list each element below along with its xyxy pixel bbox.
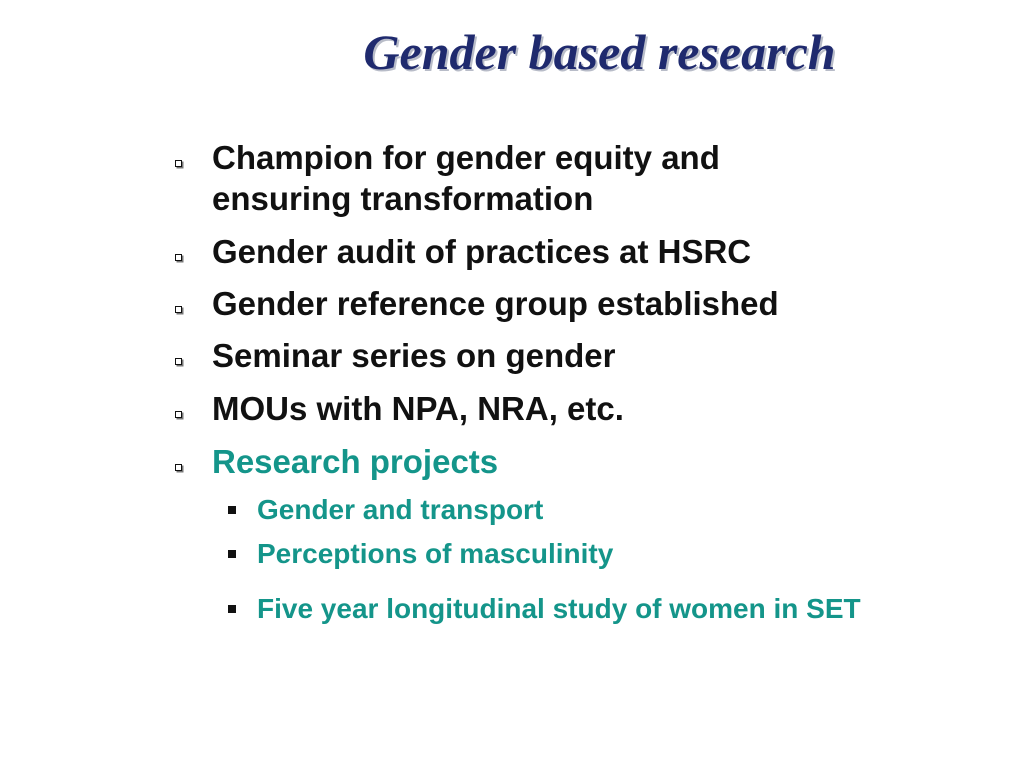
- hollow-square-bullet-icon: [175, 306, 182, 313]
- hollow-square-bullet-icon: [175, 358, 182, 365]
- hollow-square-bullet-icon: [175, 160, 182, 167]
- bullet-text: Gender reference group established: [212, 285, 779, 322]
- hollow-square-bullet-icon: [175, 411, 182, 418]
- filled-square-bullet-icon: [228, 605, 236, 613]
- bullet-text: Research projects: [212, 443, 499, 480]
- bullet-text: Gender audit of practices at HSRC: [212, 233, 752, 270]
- bullet-text: MOUs with NPA, NRA, etc.: [212, 390, 624, 427]
- sub-bullet-text: Gender and transport: [257, 494, 544, 525]
- slide-title: Gender based research: [363, 24, 836, 80]
- filled-square-bullet-icon: [228, 550, 236, 558]
- filled-square-bullet-icon: [228, 506, 236, 514]
- bullet-text-line: ensuring transformation: [212, 180, 594, 217]
- sub-bullet-text: Five year longitudinal study of women in SET: [257, 593, 861, 624]
- hollow-square-bullet-icon: [175, 254, 182, 261]
- bullet-text: Seminar series on gender: [212, 337, 616, 374]
- hollow-square-bullet-icon: [175, 464, 182, 471]
- sub-bullet-text: Perceptions of masculinity: [257, 538, 614, 569]
- bullet-text-line: Champion for gender equity and: [212, 139, 720, 176]
